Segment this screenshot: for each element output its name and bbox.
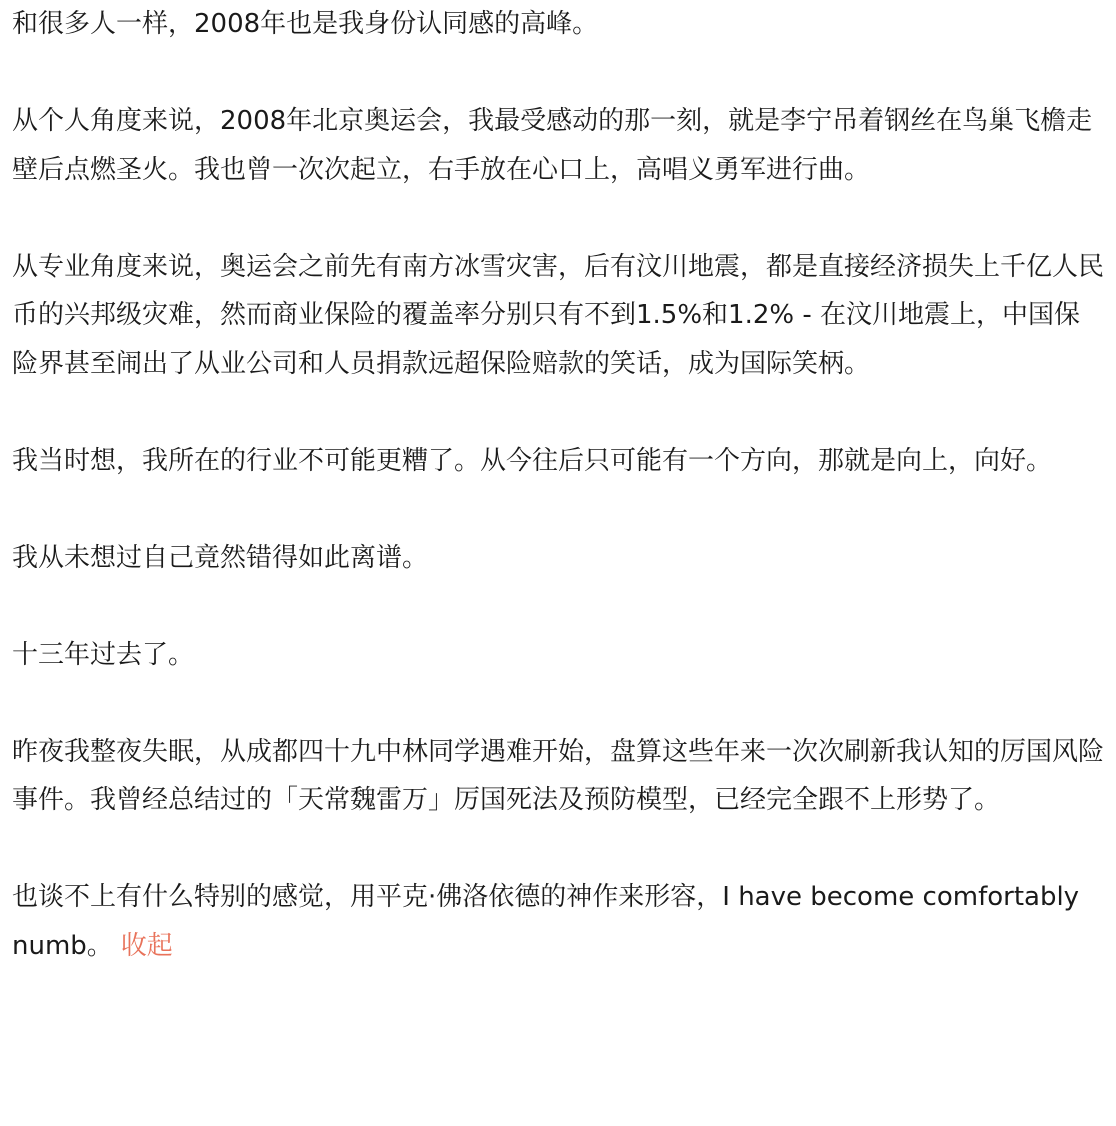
collapse-link[interactable]: 收起 — [120, 930, 173, 961]
paragraph-7: 昨夜我整夜失眠，从成都四十九中林同学遇难开始，盘算这些年来一次次刷新我认知的厉国风险事件。我曾经总结过的「天常魏雷万」厉国死法及预防模型，已经完全跟不上形势了。 — [12, 736, 1105, 815]
paragraph-4: 我当时想，我所在的行业不可能更糟了。从今往后只可能有一个方向，那就是向上，向好。 — [12, 445, 1053, 476]
paragraph-3: 从专业角度来说，奥运会之前先有南方冰雪灾害，后有汶川地震，都是直接经济损失上千亿人民币的兴邦级灾难，然而商业保险的覆盖率分别只有不到1.5%和1.2% - 在汶川地震上，中国保险界甚至闹出了从业公司和人员捐款远超保险赔款的笑话，成为国际笑柄。 — [12, 251, 1105, 379]
paragraph-6: 十三年过去了。 — [12, 639, 195, 670]
paragraph-1: 和很多人一样，2008年也是我身份认同感的高峰。 — [12, 9, 599, 39]
paragraph-5: 我从未想过自己竟然错得如此离谱。 — [12, 542, 429, 573]
paragraph-8 — [12, 873, 1106, 970]
paragraph-8-text: 也谈不上有什么特别的感觉，用平克·佛洛依德的神作来形容，I have become comfortably numb。 — [12, 882, 1080, 961]
article-body — [12, 0, 1106, 1019]
paragraph-2: 从个人角度来说，2008年北京奥运会，我最受感动的那一刻，就是李宁吊着钢丝在鸟巢飞檐走壁后点燃圣火。我也曾一次次起立，右手放在心口上，高唱义勇军进行曲。 — [12, 106, 1093, 185]
